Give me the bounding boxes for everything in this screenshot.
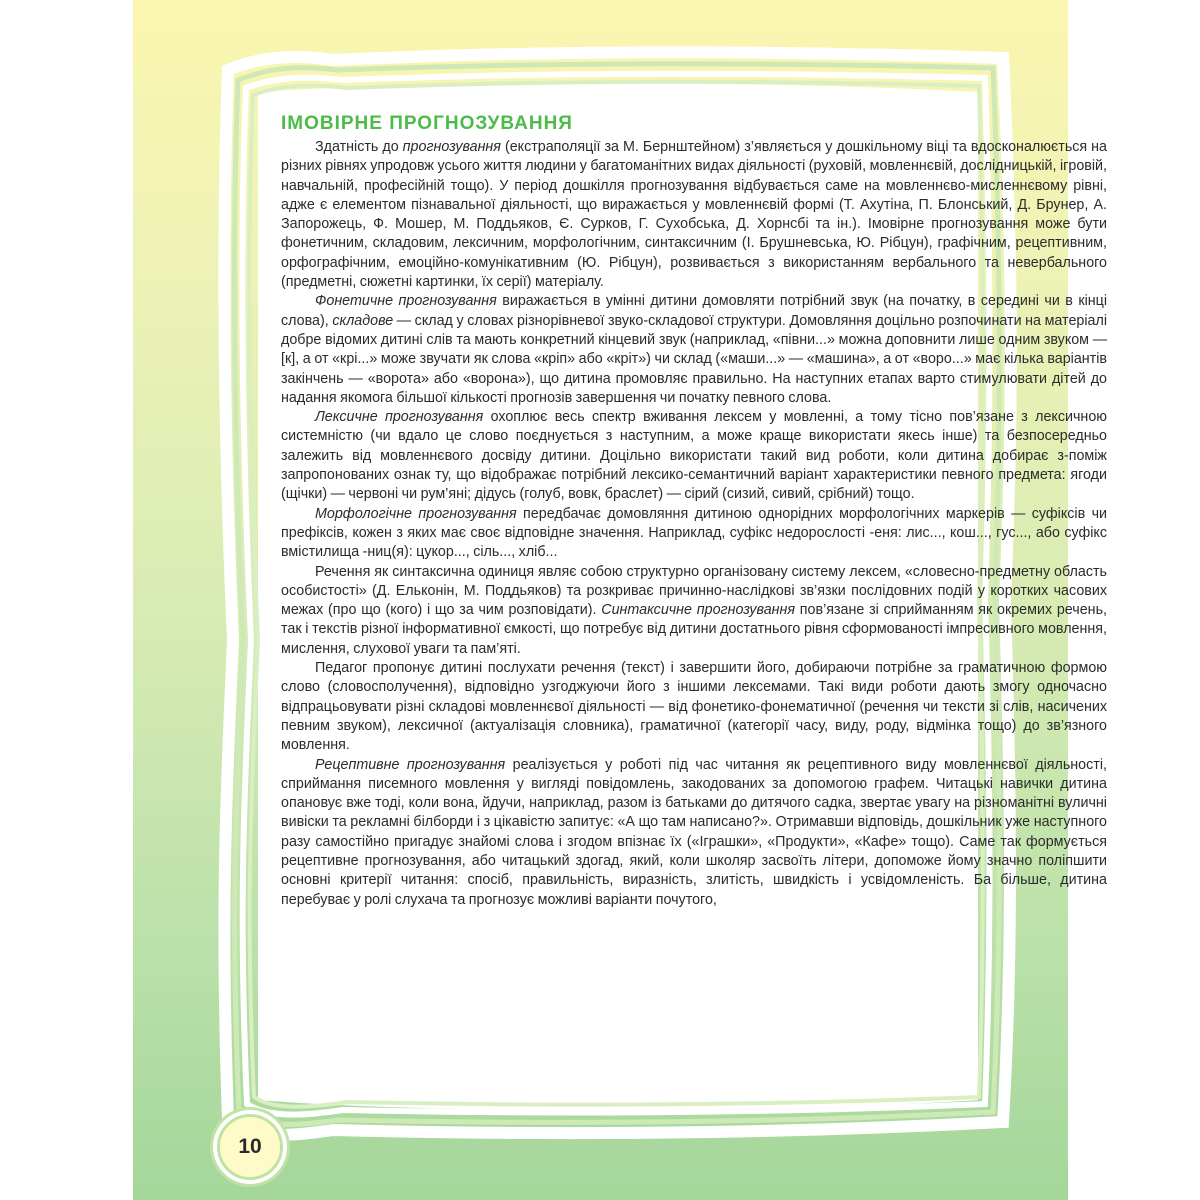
italic-term: Синтаксичне прогнозування	[601, 602, 796, 619]
text-run: реалізується у роботі під час читання як рецептивного виду мовленнєвої діяльності, сприймання писемного мовлення у вигляді повідомлень, закодованих за допомогою графем. Читацькі навички дитина опановує вже тоді, коли вона, йдучи, наприклад, разом із батьками до дитячого садка, звертає увагу на різноманітні вуличні вивіски та рекламні білборди і з цікавістю запитує: «А що там написано?». Отримавши відповідь, дошкільник уже наступного разу самостійно пригадує знайомі слова і згодом впізнає їх («Іграшки», «Продукти», «Кафе» тощо). Саме так формується рецептивне прогнозування, або читацький здогад, який, коли школяр засвоїть літери, допоможе йому значно поліпшити основні критерії читання: спосіб, правильність, виразність, злитість, швидкість і усвідомленість. Ба більше, дитина перебуває у ролі слухача та прогнозує можливі варіанти почутого,	[281, 756, 1107, 908]
article-body	[281, 138, 1107, 910]
italic-term: Лексичне прогнозування	[315, 409, 484, 426]
text-run: Здатність до	[315, 139, 403, 155]
text-run: охоплює весь спектр вживання лексем у мовленні, а тому тісно пов’язане з лексичною системністю (чи вдало це слово поєднується з наступним, а може краще використати якесь інше) та безпосередньо залежить від мовленнєвого досвіду дитини. Доцільно використати такий вид роботи, коли дитина добирає з-поміж запропонованих ознак ту, що відображає потрібний лексико-семантичний варіант характеристики певного предмета: ягоди (щічки) — червоні чи рум’яні; дідусь (голуб, вовк, браслет) — сірий (сизий, сивий, срібний) тощо.	[281, 409, 1107, 503]
paragraph	[281, 505, 1107, 563]
italic-term: Фонетичне прогнозування	[315, 293, 497, 310]
page-number: 10	[238, 1135, 262, 1158]
text-run: пов’язане зі сприйманням як окремих речень, так і текстів різної інформативної ємкості, що потребує від дитини достатнього рівня сформованості імпресивного мовлення, мислення, слухової уваги та пам’яті.	[281, 602, 1107, 657]
text-run: Педагог пропонує дитині послухати речення (текст) і завершити його, добираючи потрібне за граматичною формою слово (словосполучення), відповідно узгоджуючи його з іншими лексемами. Такі види роботи дають змогу одночасно відпрацьовувати різні складові мовленнєвої діяльності — від фонетико-фонематичної (речення чи тексти зі слів, насичених певним звуком), лексичної (актуалізація словника), граматичної (категорії часу, виду, роду, відмінка тощо) до зв’язного мовлення.	[281, 660, 1107, 754]
paragraph	[281, 408, 1107, 504]
text-run: — склад у словах різнорівневої звуко-складової структури. Домовляння доцільно розпочинати на матеріалі добре відомих дитині слів та мають конкретний кінцевий звук (наприклад, «півни...» можна доповнити лише одним звуком — [к], а от «крі...» може звучати як слова «кріп» або «кріт») чи склад («маши...» — «машина», а от «воро...» має кілька варіантів закінчень — «ворота» або «ворона»), що дитина промовляє правильно. На наступних етапах варто стимулювати дітей до надання якомога більшої кількості прогнозів завершення чи початку певного слова.	[281, 312, 1107, 406]
paragraph	[281, 563, 1107, 659]
text-run: Речення як синтаксична одиниця являє собою структурно організовану систему лексем, «словесно-предметну область особистості» (Д. Ельконін, М. Поддьяков) та розкриває причинно-наслідкові зв’язки послідовних подій у коротких часових межах (про що (кого) і що за чим розповідати).	[281, 563, 1107, 619]
page-number-badge	[217, 1114, 283, 1180]
text-run: передбачає домовляння дитиною однорідних морфологічних маркерів — суфіксів чи префіксів, кожен з яких має своє відповідне значення. Наприклад, суфікс недорослості -еня: лис..., кош..., гус..., або суфікс вмістилища -ниц(я): цукор..., сіль..., хліб...	[281, 505, 1107, 561]
paragraph	[281, 138, 1107, 292]
text-run: (екстраполяції за М. Бернштейном) з’являється у дошкільному віці та вдосконалюється на різних рівнях упродовж усього життя людини у багатоманітних видах діяльності (руховій, мовленнєвій, дослідницькій, ігровій, навчальній, професійній тощо). У період дошкілля прогнозування відбувається саме на мовленнєво-мисленнєвому рівні, адже є елементом пізнавальної діяльності, що виражається у мовленнєвій формі (Т. Ахутіна, П. Блонський, Д. Брунер, А. Запорожець, Ф. Мошер, М. Поддьяков, Є. Сурков, Г. Сухобська, Д. Хорнсбі та ін.). Імовірне прогнозування може бути фонетичним, складовим, лексичним, морфологічним, синтаксичним (І. Брушневська, Ю. Рібцун), графічним, рецептивним, орфографічним, емоційно-комунікативним (Ю. Рібцун), розвивається з використанням вербального та невербального (предметні, сюжетні картинки, їх серії) матеріалу.	[281, 139, 1107, 291]
italic-term: Морфологічне прогнозування	[315, 505, 517, 522]
article	[281, 112, 1107, 910]
section-heading: ІМОВІРНЕ ПРОГНОЗУВАННЯ	[281, 113, 573, 134]
paragraph	[281, 292, 1107, 408]
page-background	[133, 0, 1108, 1200]
italic-term: Рецептивне прогнозування	[315, 756, 506, 773]
paragraph	[281, 659, 1107, 755]
paragraph	[281, 756, 1107, 910]
text-run: виражається в умінні дитини домовляти потрібний звук (на початку, в середині чи в кінці слова),	[281, 293, 1108, 329]
italic-term: складове	[332, 312, 394, 329]
italic-term: прогнозування	[402, 139, 501, 155]
